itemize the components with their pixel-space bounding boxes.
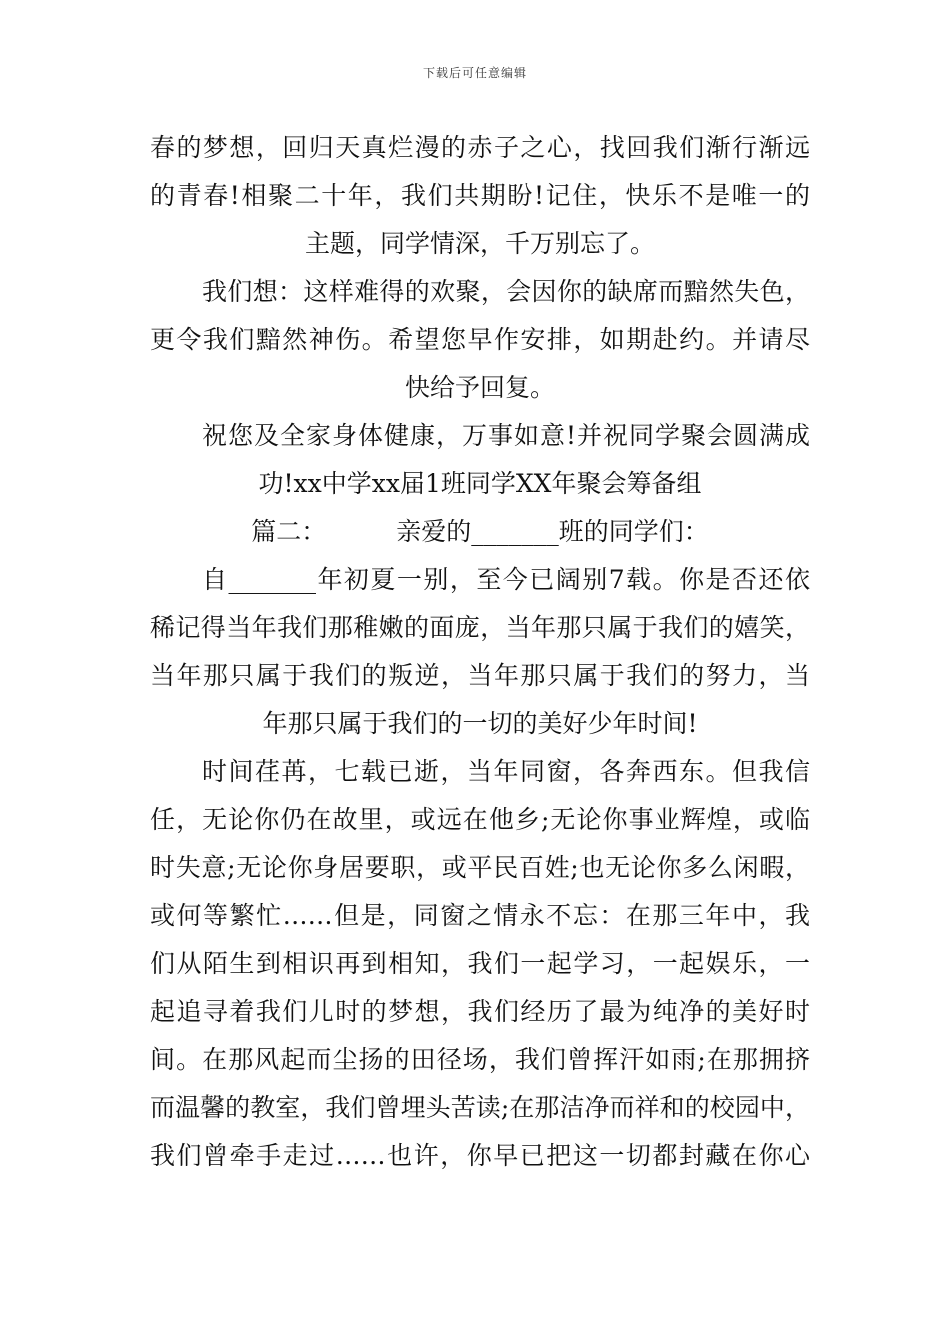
paragraph-start-line: 自_______年初夏一别，至今已阔别7载。你是否还依: [202, 565, 810, 594]
text-line: 间。在那风起而尘扬的田径场，我们曾挥汗如雨;在那拥挤: [150, 1045, 810, 1074]
text-line: 起追寻着我们儿时的梦想，我们经历了最为纯净的美好时: [150, 997, 810, 1026]
text-line: 春的梦想，回归天真烂漫的赤子之心，找回我们渐行渐远: [150, 133, 810, 162]
text-line: 快给予回复。: [404, 373, 555, 402]
text-line: 我们曾牵手走过……也许，你早已把这一切都封藏在你心: [150, 1141, 810, 1170]
text-line: 主题，同学情深，千万别忘了。: [304, 229, 655, 258]
text-line: 或何等繁忙……但是，同窗之情永不忘：在那三年中，我: [150, 901, 810, 930]
text-line: 们从陌生到相识再到相知，我们一起学习，一起娱乐，一: [150, 949, 810, 978]
text-line: 稀记得当年我们那稚嫩的面庞，当年那只属于我们的嬉笑，: [150, 613, 810, 642]
salutation: 亲爱的_______班的同学们：: [396, 517, 709, 546]
section-label: 篇二：: [251, 517, 327, 546]
section-heading-line: [150, 508, 810, 556]
text-line: 而温馨的教室，我们曾埋头苦读;在那洁净而祥和的校园中，: [150, 1093, 810, 1122]
text-line: 的青春!相聚二十年，我们共期盼!记住，快乐不是唯一的: [150, 181, 810, 210]
text-line: 年那只属于我们的一切的美好少年时间!: [262, 709, 698, 738]
text-line: 当年那只属于我们的叛逆，当年那只属于我们的努力，当: [150, 661, 810, 690]
document-body: [150, 124, 810, 1180]
paragraph-start-line: 时间荏苒，七载已逝，当年同窗，各奔西东。但我信: [202, 757, 810, 786]
text-line: 功!xx中学xx届1班同学XX年聚会筹备组: [258, 469, 702, 498]
text-line: 时失意;无论你身居要职，或平民百姓;也无论你多么闲暇，: [150, 853, 810, 882]
text-line: 更令我们黯然神伤。希望您早作安排，如期赴约。并请尽: [150, 325, 810, 354]
page-header: 下载后可任意编辑: [422, 66, 527, 80]
paragraph-start-line: 我们想：这样难得的欢聚，会因你的缺席而黯然失色，: [202, 277, 810, 306]
text-line: 任，无论你仍在故里，或远在他乡;无论你事业辉煌，或临: [150, 805, 810, 834]
paragraph-start-line: 祝您及全家身体健康，万事如意!并祝同学聚会圆满成: [202, 421, 810, 450]
